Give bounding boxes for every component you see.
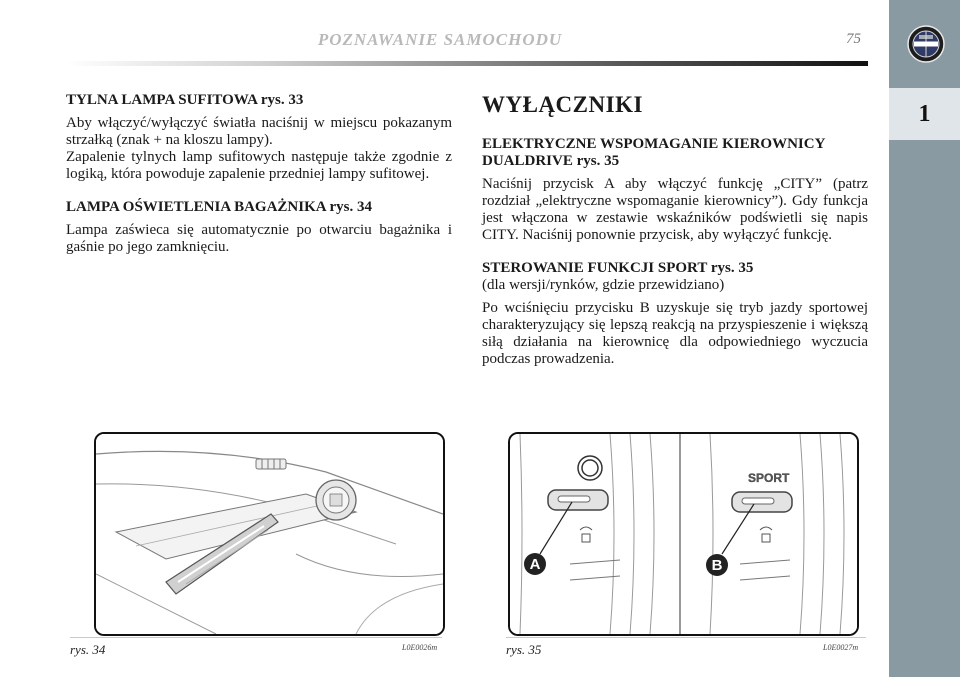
sport-title: STEROWANIE FUNKCJI SPORT rys. 35 (482, 260, 754, 276)
lancia-logo-icon (906, 24, 946, 64)
chapter-tab[interactable]: 1 (889, 88, 960, 140)
figure-35-code: L0E0027m (823, 643, 859, 652)
page-number: 75 (846, 31, 861, 47)
left-column (66, 92, 452, 256)
boot-lamp-title: LAMPA OŚWIETLENIA BAGAŻNIKA rys. 34 (66, 199, 373, 215)
rear-roof-lamp-text-2: Zapalenie tylnych lamp sufitowych następuje także zgodnie z logiką, która powoduje zapalenie przedniej lampy sufitowej. (66, 149, 452, 182)
figure-35-caption: rys. 35 (506, 642, 542, 657)
figure-34-boot-lamp (94, 432, 445, 636)
switches-illustration (510, 434, 857, 634)
sport-text: Po wciśnięciu przycisku B uzyskuje się tryb jazdy sportowej charakteryzujący się lepszą reakcją na przyspieszenie i większą siłą działania na kierownicę dla odpowiedniego wyczucia podczas prowadzenia. (482, 300, 868, 367)
sport-label: SPORT (748, 471, 790, 485)
callout-a: A (529, 556, 541, 573)
figure-35-switches (508, 432, 859, 636)
header-rule (66, 61, 868, 66)
header-title: POZNAWANIE SAMOCHODU (317, 30, 563, 49)
dualdrive-title: ELEKTRYCZNE WSPOMAGANIE KIEROWNICY DUALDRIVE rys. 35 (482, 136, 825, 169)
switches-heading: WYŁĄCZNIKI (482, 92, 643, 117)
right-column (482, 92, 868, 368)
figure-35-rule (506, 637, 866, 638)
figure-34-rule (70, 637, 442, 638)
sport-subtitle: (dla wersji/rynków, gdzie przewidziano) (482, 277, 725, 293)
callout-b: B (711, 557, 723, 574)
rear-roof-lamp-text-1: Aby włączyć/wyłączyć światła naciśnij w miejscu pokazanym strzałką (znak + na kloszu lampy). (66, 115, 452, 148)
figure-34-caption: rys. 34 (70, 642, 106, 657)
figure-34-code: L0E0026m (402, 643, 438, 652)
boot-lamp-text: Lampa zaświeca się automatycznie po otwarciu bagażnika i gaśnie po jego zamknięciu. (66, 222, 452, 255)
boot-lamp-illustration (96, 434, 443, 634)
rear-roof-lamp-title: TYLNA LAMPA SUFITOWA rys. 33 (66, 92, 304, 108)
dualdrive-text: Naciśnij przycisk A aby włączyć funkcję „CITY” (patrz rozdział „elektryczne wspomaganie kierownicy”). Gdy funkcja jest włączona w zestawie wskaźników podświetli się napis CITY. Naciśnij ponownie przycisk, aby wyłączyć funkcję. (482, 176, 868, 243)
